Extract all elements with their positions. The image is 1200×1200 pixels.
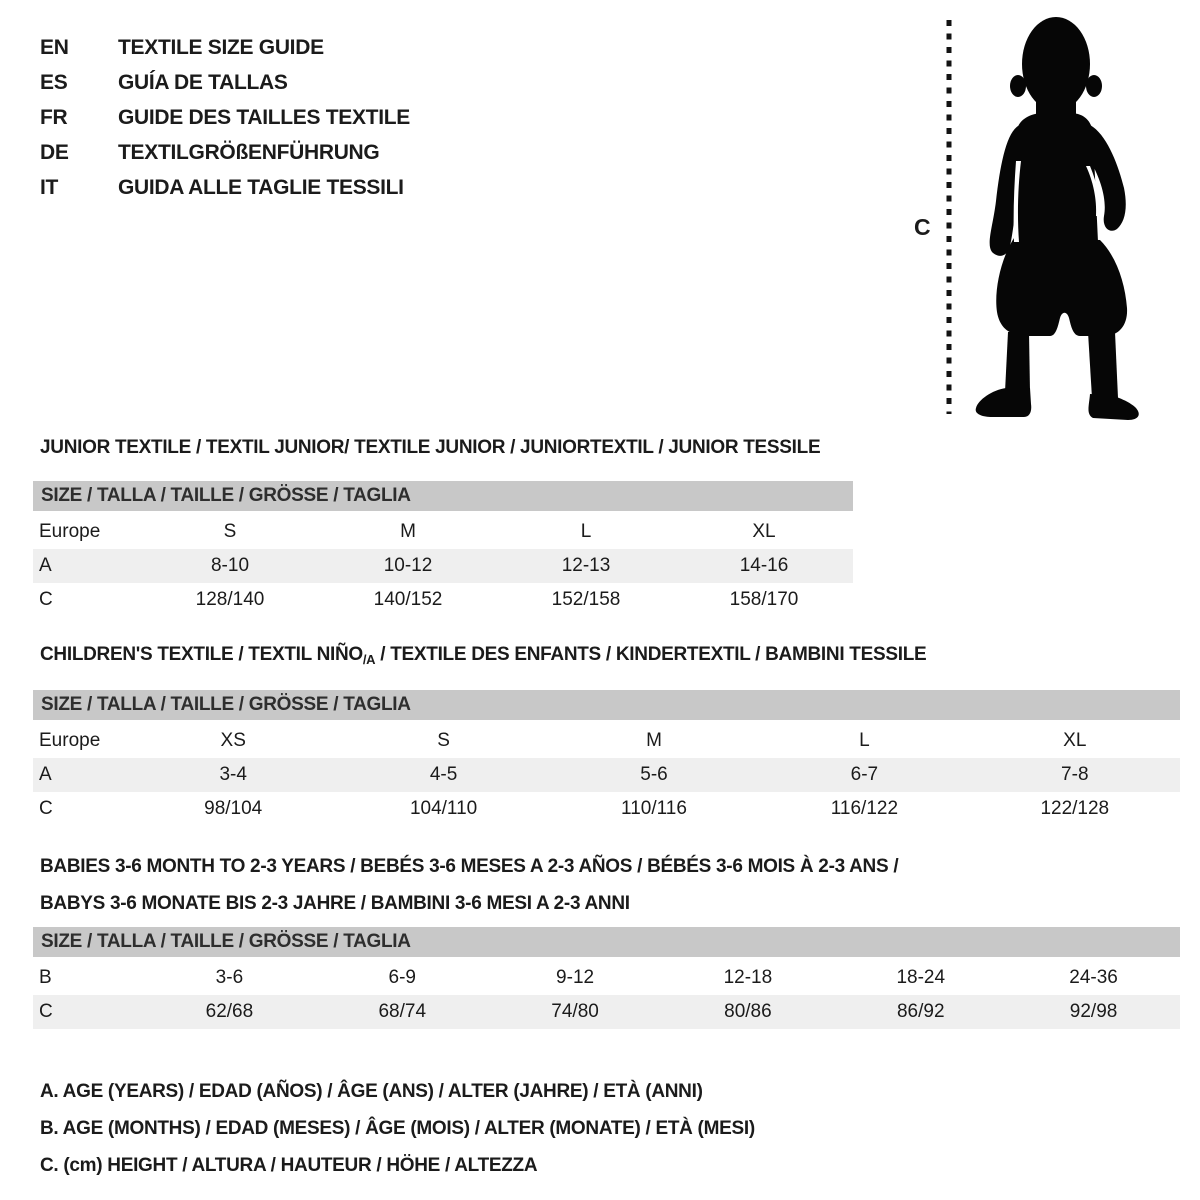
babies-title-line2: BABYS 3-6 MONATE BIS 2-3 JAHRE / BAMBINI 3-6 MESI A 2-3 ANNI bbox=[40, 893, 630, 914]
table-row-age bbox=[33, 549, 853, 583]
babies-section-title bbox=[40, 848, 1020, 922]
babies-size-table bbox=[33, 927, 1180, 1029]
legend bbox=[40, 1073, 755, 1184]
table-row-height bbox=[33, 792, 1180, 826]
language-row-fr bbox=[40, 100, 410, 135]
months-cell: 3-6 bbox=[215, 967, 244, 988]
row-label: A bbox=[39, 764, 52, 785]
age-cell: 12-13 bbox=[561, 555, 611, 576]
row-label: Europe bbox=[39, 521, 101, 542]
size-cell: M bbox=[400, 521, 416, 542]
size-header-bar: SIZE / TALLA / TAILLE / GRÖSSE / TAGLIA bbox=[33, 927, 1180, 957]
height-cell: 122/128 bbox=[1040, 798, 1110, 819]
height-cell: 92/98 bbox=[1069, 1001, 1118, 1022]
babies-title-line1: BABIES 3-6 MONTH TO 2-3 YEARS / BEBÉS 3-6 MESES A 2-3 AÑOS / BÉBÉS 3-6 MOIS À 2-3 ANS / bbox=[40, 856, 899, 877]
language-code: ES bbox=[40, 70, 68, 94]
language-row-de bbox=[40, 135, 410, 170]
row-label: B bbox=[39, 967, 52, 988]
height-cell: 128/140 bbox=[195, 589, 265, 610]
language-label: TEXTILE SIZE GUIDE bbox=[118, 35, 324, 59]
table-row-europe bbox=[33, 515, 853, 549]
language-code: FR bbox=[40, 105, 68, 129]
legend-line-b: B. AGE (MONTHS) / EDAD (MESES) / ÂGE (MOIS) / ALTER (MONATE) / ETÀ (MESI) bbox=[40, 1118, 755, 1139]
age-cell: 5-6 bbox=[640, 764, 668, 785]
height-dashed-line bbox=[945, 18, 953, 416]
age-cell: 3-4 bbox=[219, 764, 247, 785]
children-section-title bbox=[40, 644, 926, 667]
height-cell: 110/116 bbox=[621, 798, 687, 819]
language-row-it bbox=[40, 170, 410, 205]
size-cell: S bbox=[437, 730, 450, 751]
months-cell: 24-36 bbox=[1069, 967, 1118, 988]
height-cell: 104/110 bbox=[409, 798, 478, 819]
row-label: Europe bbox=[39, 730, 101, 751]
size-header-bar: SIZE / TALLA / TAILLE / GRÖSSE / TAGLIA bbox=[33, 690, 1180, 720]
height-cell: 62/68 bbox=[205, 1001, 254, 1022]
height-cell: 74/80 bbox=[551, 1001, 599, 1022]
age-cell: 10-12 bbox=[383, 555, 433, 576]
age-cell: 14-16 bbox=[739, 555, 789, 576]
legend-line-c: C. (cm) HEIGHT / ALTURA / HAUTEUR / HÖHE / ALTEZZA bbox=[40, 1155, 538, 1176]
language-code: IT bbox=[40, 175, 59, 199]
months-cell: 18-24 bbox=[896, 967, 946, 988]
row-label: C bbox=[39, 798, 53, 819]
toddler-silhouette-icon bbox=[972, 16, 1144, 420]
table-row-height bbox=[33, 583, 853, 617]
age-cell: 6-7 bbox=[850, 764, 879, 785]
children-title-rest: / TEXTILE DES ENFANTS / KINDERTEXTIL / BAMBINI TESSILE bbox=[375, 644, 927, 665]
months-cell: 6-9 bbox=[388, 967, 416, 988]
language-row-en bbox=[40, 30, 410, 65]
language-label: GUIDA ALLE TAGLIE TESSILI bbox=[118, 175, 404, 199]
age-cell: 7-8 bbox=[1061, 764, 1089, 785]
size-header-bar: SIZE / TALLA / TAILLE / GRÖSSE / TAGLIA bbox=[33, 481, 853, 511]
row-label: C bbox=[39, 589, 53, 610]
size-cell: S bbox=[223, 521, 237, 542]
table-row-europe bbox=[33, 724, 1180, 758]
size-cell: XS bbox=[220, 730, 246, 751]
language-label: TEXTILGRÖßENFÜHRUNG bbox=[118, 140, 380, 164]
children-size-table bbox=[33, 690, 1180, 826]
language-list bbox=[40, 30, 410, 205]
language-label: GUÍA DE TALLAS bbox=[118, 70, 288, 94]
language-row-es bbox=[40, 65, 410, 100]
table-row-age bbox=[33, 758, 1180, 792]
height-cell: 80/86 bbox=[724, 1001, 772, 1022]
junior-size-table bbox=[33, 481, 853, 617]
table-row-months bbox=[33, 961, 1180, 995]
height-cell: 152/158 bbox=[551, 589, 621, 610]
height-cell: 68/74 bbox=[378, 1001, 427, 1022]
junior-section-title: JUNIOR TEXTILE / TEXTIL JUNIOR/ TEXTILE JUNIOR / JUNIORTEXTIL / JUNIOR TESSILE bbox=[40, 437, 821, 458]
height-cell: 116/122 bbox=[830, 798, 899, 819]
size-cell: L bbox=[859, 730, 870, 751]
age-cell: 8-10 bbox=[210, 555, 250, 576]
height-cell: 98/104 bbox=[204, 798, 263, 819]
row-label: C bbox=[39, 1001, 53, 1022]
size-cell: L bbox=[580, 521, 592, 542]
legend-line-a: A. AGE (YEARS) / EDAD (AÑOS) / ÂGE (ANS) / ALTER (JAHRE) / ETÀ (ANNI) bbox=[40, 1081, 703, 1102]
months-cell: 9-12 bbox=[556, 967, 595, 988]
language-label: GUIDE DES TAILLES TEXTILE bbox=[118, 105, 410, 129]
height-cell: 86/92 bbox=[896, 1001, 945, 1022]
size-cell: XL bbox=[1063, 730, 1087, 751]
children-title-main: CHILDREN'S TEXTILE / TEXTIL NIÑO bbox=[40, 644, 363, 665]
height-cell: 140/152 bbox=[373, 589, 443, 610]
language-code: DE bbox=[40, 140, 69, 164]
size-cell: M bbox=[646, 730, 662, 751]
size-cell: XL bbox=[752, 521, 776, 542]
months-cell: 12-18 bbox=[723, 967, 773, 988]
table-row-height bbox=[33, 995, 1180, 1029]
row-label: A bbox=[39, 555, 52, 576]
children-title-sub: /A bbox=[362, 652, 376, 667]
language-code: EN bbox=[40, 35, 69, 59]
age-cell: 4-5 bbox=[429, 764, 458, 785]
height-measure-label: C bbox=[914, 214, 931, 240]
height-cell: 158/170 bbox=[729, 589, 799, 610]
